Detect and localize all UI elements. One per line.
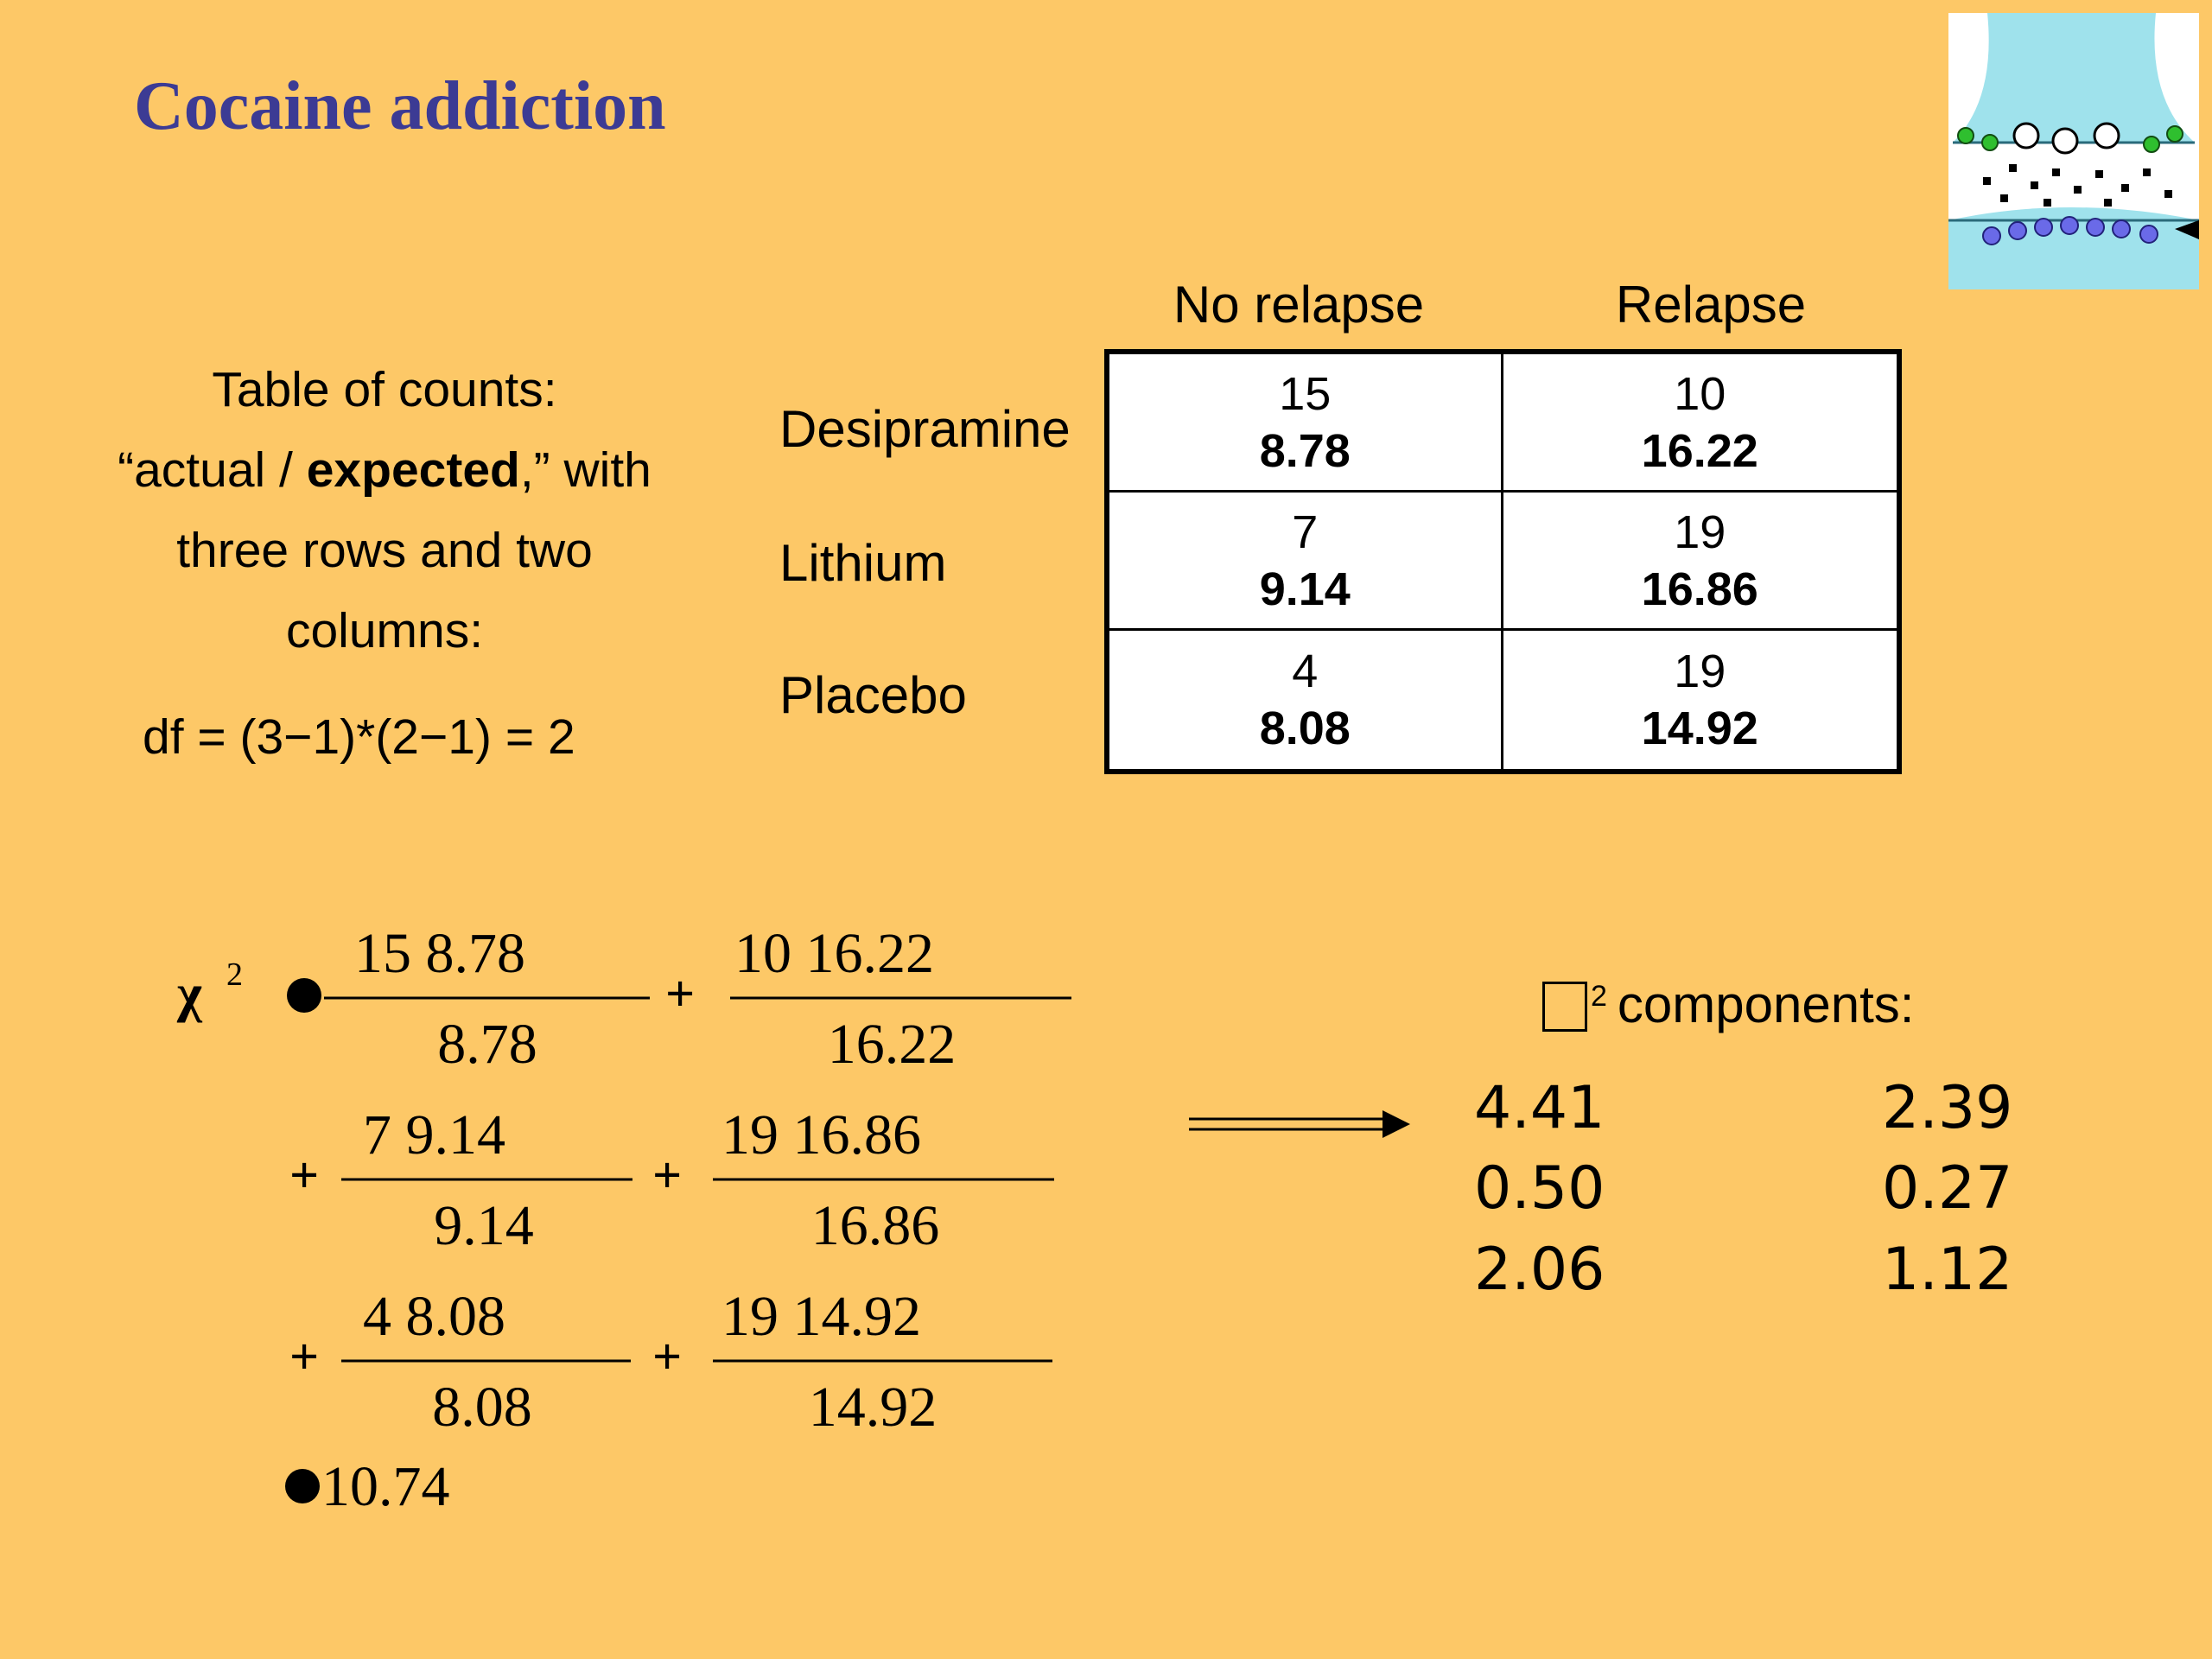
- slide-title: Cocaine addiction: [134, 68, 666, 144]
- term-numerator: 15 8.78: [354, 922, 525, 985]
- plus-glyph-icon: +: [289, 1147, 320, 1204]
- term-denominator: 16.86: [810, 1194, 940, 1257]
- expected-count: 14.92: [1641, 702, 1758, 754]
- equals-glyph-icon: [287, 978, 321, 1013]
- expected-count: 16.22: [1641, 424, 1758, 477]
- actual-count: 7: [1292, 505, 1319, 558]
- actual-count: 15: [1279, 367, 1332, 420]
- right-arrow-icon: [1189, 1110, 1410, 1138]
- plus-glyph-icon: +: [289, 1328, 320, 1385]
- degrees-of-freedom: df = (3−1)*(2−1) = 2: [143, 709, 575, 765]
- component-value: 2.06: [1474, 1236, 1605, 1304]
- row-label-desipramine: Desipramine: [779, 400, 1071, 458]
- term-numerator: 7 9.14: [363, 1103, 505, 1166]
- actual-count: 4: [1292, 645, 1319, 697]
- actual-count: 10: [1674, 367, 1726, 420]
- intro-line-4: columns:: [285, 603, 484, 658]
- intro-line-2-post: ,” with: [519, 442, 652, 498]
- term-denominator: 16.22: [827, 1013, 957, 1076]
- term-denominator: 8.78: [437, 1013, 537, 1076]
- components-label: [1542, 975, 1914, 1034]
- actual-count: 19: [1674, 645, 1726, 697]
- components-label-sup: 2: [1591, 980, 1607, 1013]
- formula-term: [324, 922, 650, 1076]
- expected-count: 9.14: [1259, 563, 1351, 615]
- term-numerator: 10 16.22: [734, 922, 934, 985]
- actual-count: 19: [1674, 505, 1726, 558]
- component-value: 1.12: [1882, 1236, 2013, 1304]
- chi-square-result: 10.74: [321, 1455, 450, 1518]
- components-label-text: components:: [1617, 976, 1915, 1033]
- formula-term: [730, 922, 1071, 1076]
- plus-glyph-icon: +: [652, 1147, 683, 1204]
- missing-glyph-icon: [1542, 982, 1587, 1032]
- col-header-no-relapse: No relapse: [1173, 276, 1425, 334]
- component-value: 4.41: [1474, 1074, 1605, 1142]
- component-value: 0.27: [1882, 1154, 2013, 1223]
- formula-term: [713, 1103, 1054, 1257]
- chi-exponent: 2: [226, 957, 243, 993]
- component-value: 2.39: [1882, 1074, 2013, 1142]
- term-numerator: 19 14.92: [721, 1285, 921, 1348]
- intro-line-1: Table of counts:: [212, 362, 557, 417]
- col-header-relapse: Relapse: [1615, 276, 1807, 334]
- component-value: 0.50: [1474, 1154, 1605, 1223]
- term-denominator: 8.08: [432, 1376, 532, 1439]
- intro-line-2-pre: “actual /: [118, 442, 307, 498]
- plus-glyph-icon: +: [652, 1328, 683, 1385]
- intro-line-2-bold: expected: [306, 442, 520, 498]
- term-numerator: 19 16.86: [721, 1103, 921, 1166]
- term-denominator: 14.92: [808, 1376, 938, 1439]
- expected-count: 8.08: [1259, 702, 1351, 754]
- formula-term: [341, 1285, 631, 1439]
- row-label-placebo: Placebo: [779, 666, 967, 724]
- row-label-lithium: Lithium: [779, 534, 947, 592]
- formula-term: [713, 1285, 1052, 1439]
- equals-glyph-icon: [285, 1469, 320, 1503]
- term-numerator: 4 8.08: [363, 1285, 505, 1348]
- plus-glyph-icon: +: [665, 965, 696, 1022]
- formula-term: [341, 1103, 632, 1257]
- intro-line-3: three rows and two: [176, 523, 593, 578]
- expected-count: 8.78: [1259, 424, 1351, 477]
- chi-symbol-icon: χ: [177, 964, 202, 1023]
- term-denominator: 9.14: [434, 1194, 534, 1257]
- expected-count: 16.86: [1641, 563, 1758, 615]
